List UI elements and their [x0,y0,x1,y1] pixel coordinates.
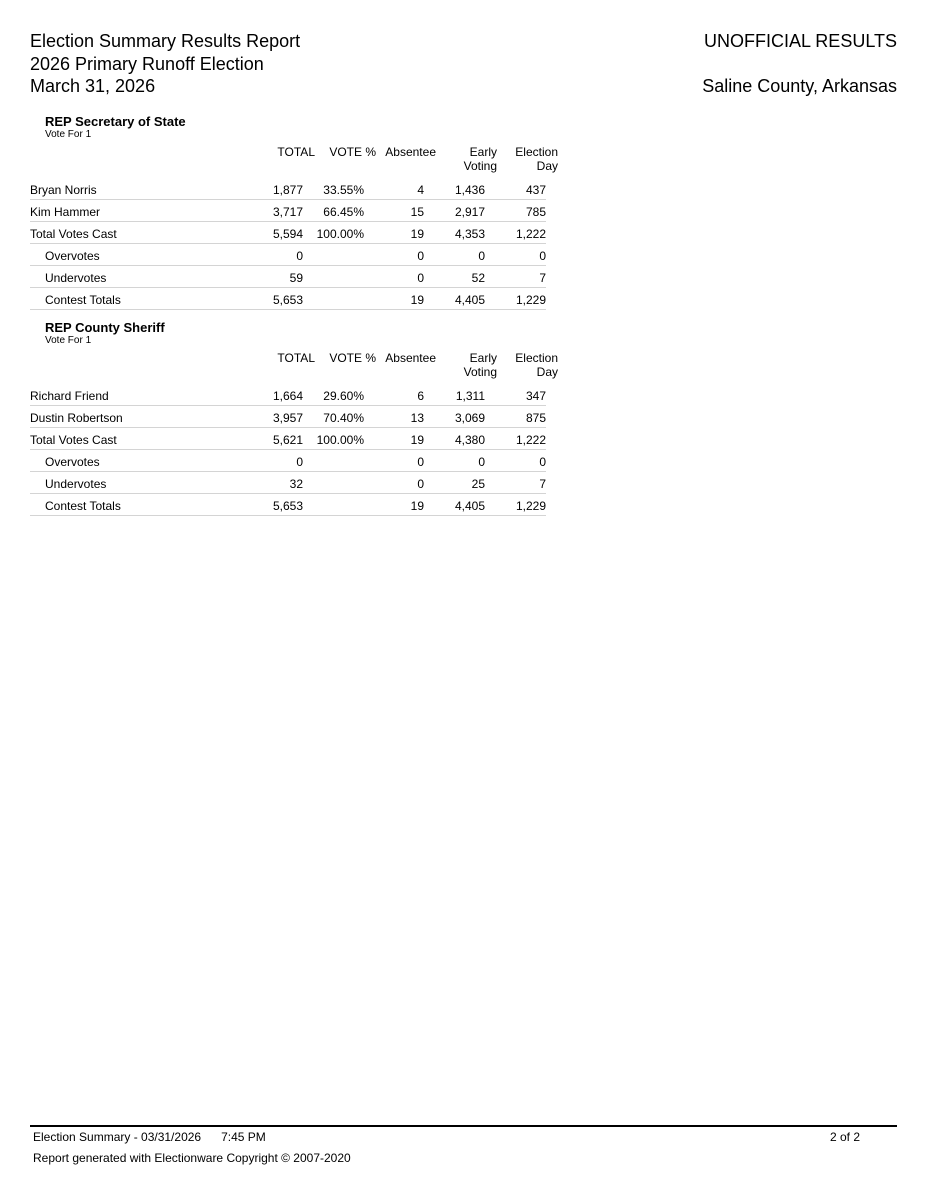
column-headers [30,351,558,385]
contest-title: REP County Sheriff [45,320,165,335]
cell-election-day: 1,222 [515,433,546,447]
table-row [30,267,546,288]
table-row [30,385,546,406]
cell-election-day: 875 [525,411,546,425]
col-election-day: Election Day [515,351,558,379]
table-row [30,289,546,310]
cell-election-day: 347 [525,389,546,403]
col-early-voting: Early Voting [463,145,497,173]
col-total: TOTAL [277,145,315,159]
vote-for: Vote For 1 [45,335,92,346]
row-label: Overvotes [45,249,100,263]
cell-absentee: 0 [417,271,424,285]
cell-vote-pct: 29.60% [323,389,364,403]
cell-absentee: 19 [410,293,424,307]
cell-early-voting: 2,917 [454,205,485,219]
results-table [30,179,558,310]
cell-absentee: 0 [417,477,424,491]
footer-copyright: Report generated with Electionware Copyright © 2007-2020 [33,1151,351,1165]
cell-absentee: 19 [410,227,424,241]
election-date: March 31, 2026 [30,76,156,96]
table-row [30,451,546,472]
cell-total: 32 [289,477,303,491]
contest-county-sheriff [30,320,558,516]
row-label: Kim Hammer [30,205,101,219]
cell-absentee: 19 [410,433,424,447]
row-label: Overvotes [45,455,100,469]
cell-early-voting: 4,405 [454,293,485,307]
jurisdiction: Saline County, Arkansas [702,76,897,96]
cell-absentee: 0 [417,249,424,263]
cell-election-day: 7 [539,477,546,491]
table-row [30,407,546,428]
cell-vote-pct: 66.45% [323,205,364,219]
results-status: UNOFFICIAL RESULTS [703,31,897,51]
cell-early-voting: 0 [478,455,485,469]
col-election-day: Election Day [515,145,558,173]
cell-total: 5,653 [272,499,303,513]
report-header [30,30,300,98]
col-vote-pct: VOTE % [329,145,376,159]
row-label: Bryan Norris [30,183,97,197]
footer-summary [33,1130,266,1144]
cell-early-voting: 4,380 [454,433,485,447]
table-row [30,179,546,200]
cell-election-day: 0 [539,249,546,263]
cell-election-day: 785 [525,205,546,219]
report-title: Election Summary Results Report [30,31,301,51]
cell-vote-pct: 33.55% [323,183,364,197]
footer-summary-date: Election Summary - 03/31/2026 [33,1130,202,1144]
col-early-voting: Early Voting [463,351,497,379]
cell-absentee: 19 [410,499,424,513]
col-total: TOTAL [277,351,315,365]
cell-vote-pct: 100.00% [316,227,364,241]
contest-secretary-of-state [30,114,558,310]
cell-total: 0 [296,455,303,469]
vote-for: Vote For 1 [45,129,92,140]
table-row [30,473,546,494]
cell-election-day: 0 [539,455,546,469]
cell-total: 0 [296,249,303,263]
cell-total: 5,653 [272,293,303,307]
cell-early-voting: 1,311 [455,389,485,403]
cell-total: 1,664 [272,389,303,403]
cell-early-voting: 4,353 [454,227,485,241]
cell-absentee: 0 [417,455,424,469]
table-row [30,429,546,450]
cell-total: 5,594 [272,227,303,241]
cell-election-day: 437 [525,183,546,197]
table-row [30,245,546,266]
table-row [30,223,546,244]
cell-total: 1,877 [272,183,303,197]
row-label: Dustin Robertson [30,411,123,425]
column-headers [30,145,558,179]
cell-early-voting: 0 [478,249,485,263]
table-row [30,201,546,222]
cell-election-day: 1,229 [515,293,546,307]
cell-vote-pct: 70.40% [323,411,364,425]
row-label: Richard Friend [30,389,109,403]
cell-early-voting: 3,069 [454,411,485,425]
col-absentee: Absentee [385,351,436,365]
row-label: Contest Totals [45,499,121,513]
footer-divider [30,1125,897,1127]
cell-total: 3,717 [272,205,303,219]
cell-absentee: 13 [410,411,424,425]
contest-title: REP Secretary of State [45,114,186,129]
cell-absentee: 4 [417,183,424,197]
row-label: Total Votes Cast [30,227,117,241]
cell-total: 3,957 [272,411,303,425]
row-label: Undervotes [45,271,107,285]
row-label: Contest Totals [45,293,121,307]
cell-early-voting: 25 [471,477,485,491]
footer-time: 7:45 PM [221,1130,266,1144]
cell-early-voting: 1,436 [454,183,485,197]
page-number: 2 of 2 [829,1130,860,1144]
cell-election-day: 1,222 [515,227,546,241]
cell-absentee: 15 [410,205,424,219]
cell-vote-pct: 100.00% [316,433,364,447]
cell-total: 59 [289,271,303,285]
cell-early-voting: 4,405 [454,499,485,513]
results-table [30,385,558,516]
col-absentee: Absentee [385,145,436,159]
cell-election-day: 1,229 [515,499,546,513]
row-label: Total Votes Cast [30,433,117,447]
col-vote-pct: VOTE % [329,351,376,365]
row-label: Undervotes [45,477,107,491]
cell-election-day: 7 [539,271,546,285]
cell-early-voting: 52 [471,271,485,285]
election-name: 2026 Primary Runoff Election [30,53,264,74]
cell-total: 5,621 [272,433,303,447]
cell-absentee: 6 [417,389,424,403]
table-row [30,495,546,516]
